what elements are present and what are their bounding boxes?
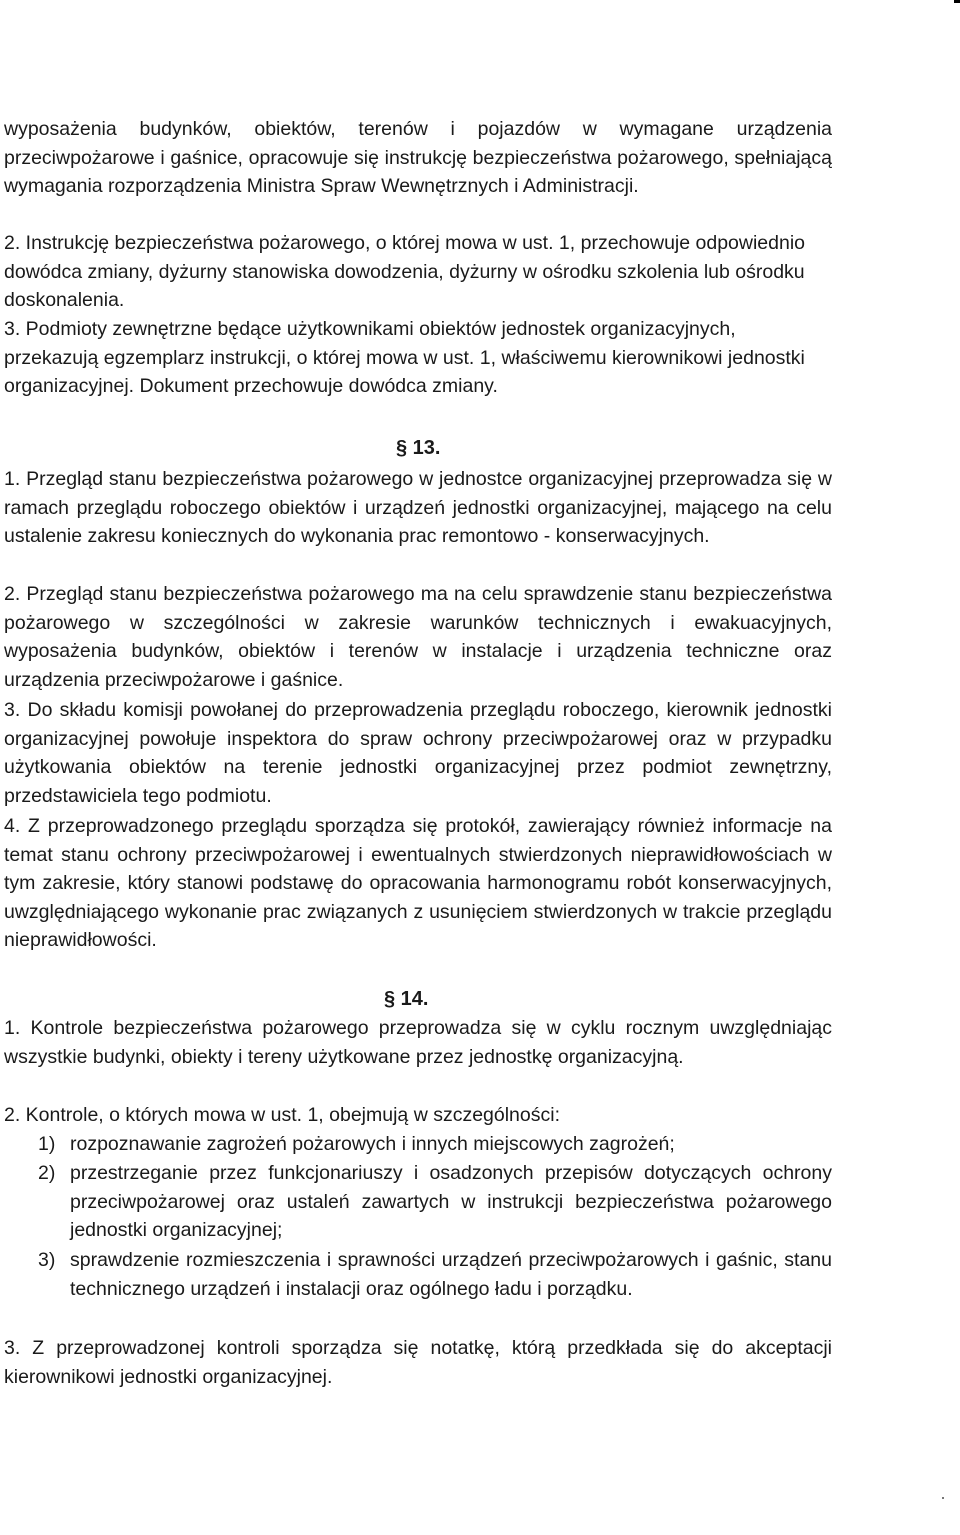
section-13-paragraph-4: 4. Z przeprowadzonego przeglądu sporządza się protokół, zawierający również informacje na temat stanu ochrony przeciwpożarowej i ewentualnych stwierdzonych nieprawidłowościach w tym zakresie, który stanowi podstawę do opracowania harmonogramu robót konserwacyjnych, uwzględniającego wykonanie prac związanych z usunięciem stwierdzonych w trakcie przeglądu nieprawidłowości. bbox=[4, 815, 832, 951]
paragraph-12-3: 3. Podmioty zewnętrzne będące użytkownikami obiektów jednostek organizacyjnych, przekazują egzemplarz instrukcji, o której mowa w ust. 1, właściwemu kierownikowi jednostki organizacyjnej. Dokument przechowuje dowódca zmiany. bbox=[4, 318, 805, 397]
list-item: sprawdzenie rozmieszczenia i sprawności urządzeń przeciwpożarowych i gaśnic, stanu technicznego urządzeń i instalacji oraz ogólnego ładu i porządku. bbox=[70, 1249, 832, 1300]
section-14-heading: § 14. bbox=[384, 988, 429, 1010]
list-item-number: 3) bbox=[38, 1249, 56, 1271]
list-item: rozpoznawanie zagrożeń pożarowych i innych miejscowych zagrożeń; bbox=[70, 1133, 675, 1155]
scan-dot-mark bbox=[942, 1497, 944, 1499]
section-13-heading: § 13. bbox=[396, 437, 441, 459]
section-13-paragraph-1: 1. Przegląd stanu bezpieczeństwa pożarowego w jednostce organizacyjnej przeprowadza się w ramach przeglądu roboczego obiektów i urządzeń jednostki organizacyjnej, mającego na celu ustalenie zakresu koniecznych do wykonania prac remontowo - konserwacyjnych. bbox=[4, 468, 832, 547]
section-14-paragraph-2: 2. Kontrole, o których mowa w ust. 1, obejmują w szczególności: bbox=[4, 1104, 560, 1126]
intro-paragraph: wyposażenia budynków, obiektów, terenów i pojazdów w wymagane urządzenia przeciwpożarowe i gaśnice, opracowuje się instrukcję bezpieczeństwa pożarowego, spełniającą wymagania rozporządzenia Ministra Spraw Wewnętrznych i Administracji. bbox=[4, 118, 832, 197]
section-13-paragraph-2: 2. Przegląd stanu bezpieczeństwa pożarowego ma na celu sprawdzenie stanu bezpieczeństwa pożarowego w szczególności w zakresie warunków technicznych i ewakuacyjnych, wyposażenia budynków, obiektów i terenów w instalacje i urządzenia techniczne oraz urządzenia przeciwpożarowe i gaśnice. bbox=[4, 583, 832, 691]
scan-corner-mark bbox=[954, 0, 960, 3]
paragraph-12-2: 2. Instrukcję bezpieczeństwa pożarowego, o której mowa w ust. 1, przechowuje odpowiednio dowódca zmiany, dyżurny stanowiska dowodzenia, dyżurny w ośrodku szkolenia lub ośrodku doskonalenia. bbox=[4, 232, 806, 311]
section-13-paragraph-3: 3. Do składu komisji powołanej do przeprowadzenia przeglądu roboczego, kierownik jednostki organizacyjnej powołuje inspektora do spraw ochrony przeciwpożarowej oraz w przypadku użytkowania obiektów na terenie jednostki organizacyjnej przez podmiot zewnętrzny, przedstawiciela tego podmiotu. bbox=[4, 699, 832, 807]
section-14-paragraph-3: 3. Z przeprowadzonej kontroli sporządza się notatkę, którą przedkłada się do akceptacji kierownikowi jednostki organizacyjnej. bbox=[4, 1337, 832, 1388]
list-item-number: 2) bbox=[38, 1162, 56, 1184]
list-item-number: 1) bbox=[38, 1133, 56, 1155]
list-item: przestrzeganie przez funkcjonariuszy i osadzonych przepisów dotyczących ochrony przeciwpożarowej oraz ustaleń zawartych w instrukcji bezpieczeństwa pożarowego jednostki organizacyjnej; bbox=[70, 1162, 832, 1241]
section-14-paragraph-1: 1. Kontrole bezpieczeństwa pożarowego przeprowadza się w cyklu rocznym uwzględniając wszystkie budynki, obiekty i tereny użytkowane przez jednostkę organizacyjną. bbox=[4, 1017, 832, 1068]
